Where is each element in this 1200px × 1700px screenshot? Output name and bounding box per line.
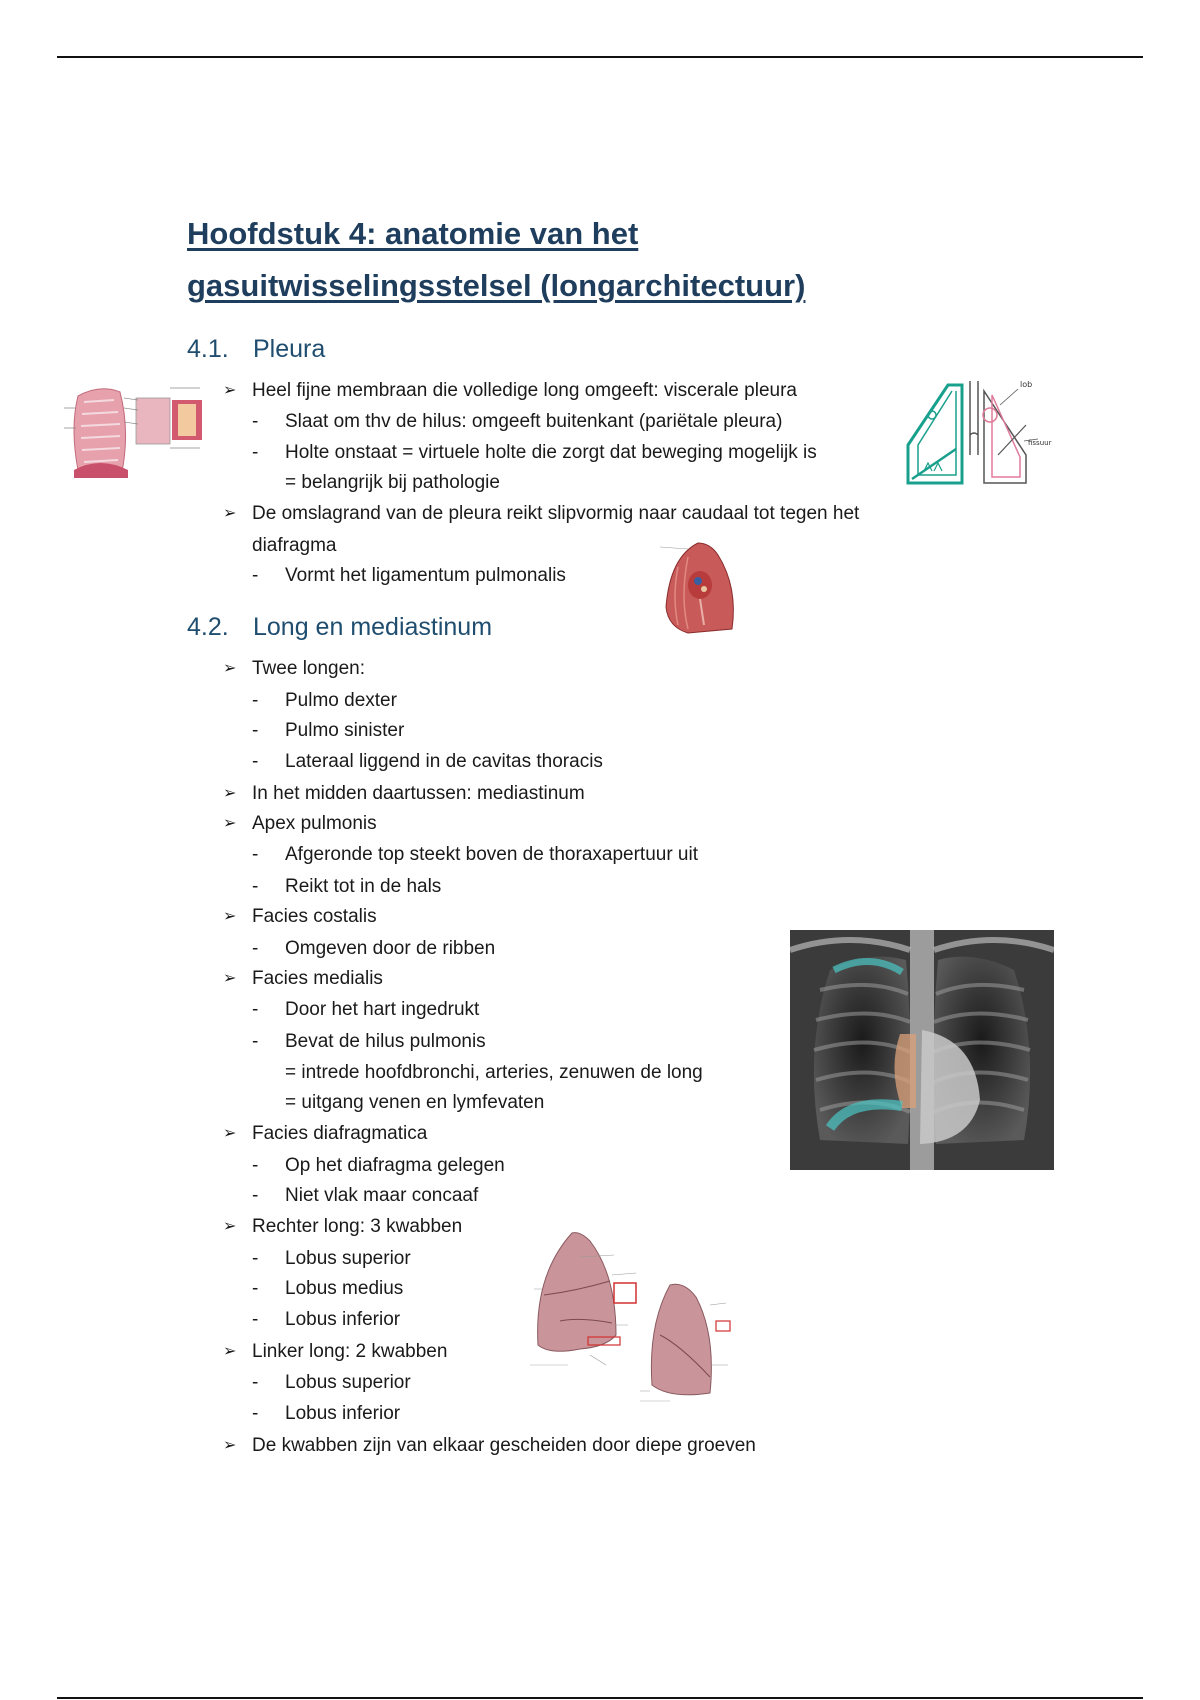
dash-bullet-icon: - bbox=[252, 442, 259, 463]
dash-bullet-icon: - bbox=[252, 1403, 259, 1424]
diagram-label-fissuur: fissuur bbox=[1028, 439, 1052, 447]
continuation-line: diafragma bbox=[252, 535, 337, 556]
arrow-bullet-icon: ➢ bbox=[223, 815, 237, 832]
arrow-bullet-icon: ➢ bbox=[223, 660, 237, 677]
dash-bullet-icon: - bbox=[252, 690, 259, 711]
dash-bullet-icon: - bbox=[252, 844, 259, 865]
dash-bullet-icon: - bbox=[252, 1031, 259, 1052]
title-line-1: Hoofdstuk 4: anatomie van het bbox=[187, 216, 639, 251]
dash-bullet-icon: - bbox=[252, 1309, 259, 1330]
section-heading-long-mediastinum bbox=[187, 611, 492, 643]
arrow-bullet-icon: ➢ bbox=[223, 505, 237, 522]
dash-bullet-icon: - bbox=[252, 1278, 259, 1299]
dash-bullet-icon: - bbox=[252, 938, 259, 959]
arrow-bullet-icon: ➢ bbox=[223, 970, 237, 987]
chest-xray-figure bbox=[790, 930, 1054, 1170]
arrow-bullet-icon: ➢ bbox=[223, 1343, 237, 1360]
dash-bullet-icon: - bbox=[252, 1372, 259, 1393]
continuation-line: = belangrijk bij pathologie bbox=[285, 472, 500, 493]
arrow-bullet-icon: ➢ bbox=[223, 785, 237, 802]
section-number: 4.2. bbox=[187, 613, 229, 641]
dash-bullet-icon: - bbox=[252, 751, 259, 772]
page-title bbox=[187, 208, 1007, 312]
ligamentum-pulmonale-figure bbox=[658, 537, 740, 637]
footer-rule bbox=[57, 1697, 1143, 1699]
section-heading-pleura bbox=[187, 333, 325, 365]
dash-bullet-icon: - bbox=[252, 411, 259, 432]
section-title: Pleura bbox=[253, 335, 326, 363]
arrow-bullet-icon: ➢ bbox=[223, 1125, 237, 1142]
thorax-anatomy-figure bbox=[60, 378, 210, 483]
arrow-bullet-icon: ➢ bbox=[223, 382, 237, 399]
pleura-schematic-diagram bbox=[898, 375, 1058, 497]
dash-bullet-icon: - bbox=[252, 720, 259, 741]
dash-bullet-icon: - bbox=[252, 1185, 259, 1206]
arrow-bullet-icon: ➢ bbox=[223, 1218, 237, 1235]
title-line-2: gasuitwisselingsstelsel (longarchitectuur) bbox=[187, 268, 806, 303]
header-rule bbox=[57, 56, 1143, 58]
continuation-line: = uitgang venen en lymfevaten bbox=[285, 1092, 545, 1113]
section-number: 4.1. bbox=[187, 335, 229, 363]
arrow-bullet-icon: ➢ bbox=[223, 1437, 237, 1454]
arrow-bullet-icon: ➢ bbox=[223, 908, 237, 925]
continuation-line: = intrede hoofdbronchi, arteries, zenuwen de long bbox=[285, 1062, 703, 1083]
dash-bullet-icon: - bbox=[252, 876, 259, 897]
dash-bullet-icon: - bbox=[252, 565, 259, 586]
dash-bullet-icon: - bbox=[252, 1248, 259, 1269]
diagram-label-lob: lob bbox=[1020, 380, 1033, 389]
dash-bullet-icon: - bbox=[252, 999, 259, 1020]
lung-lobes-figure bbox=[520, 1225, 745, 1410]
dash-bullet-icon: - bbox=[252, 1155, 259, 1176]
section-title: Long en mediastinum bbox=[253, 613, 493, 641]
